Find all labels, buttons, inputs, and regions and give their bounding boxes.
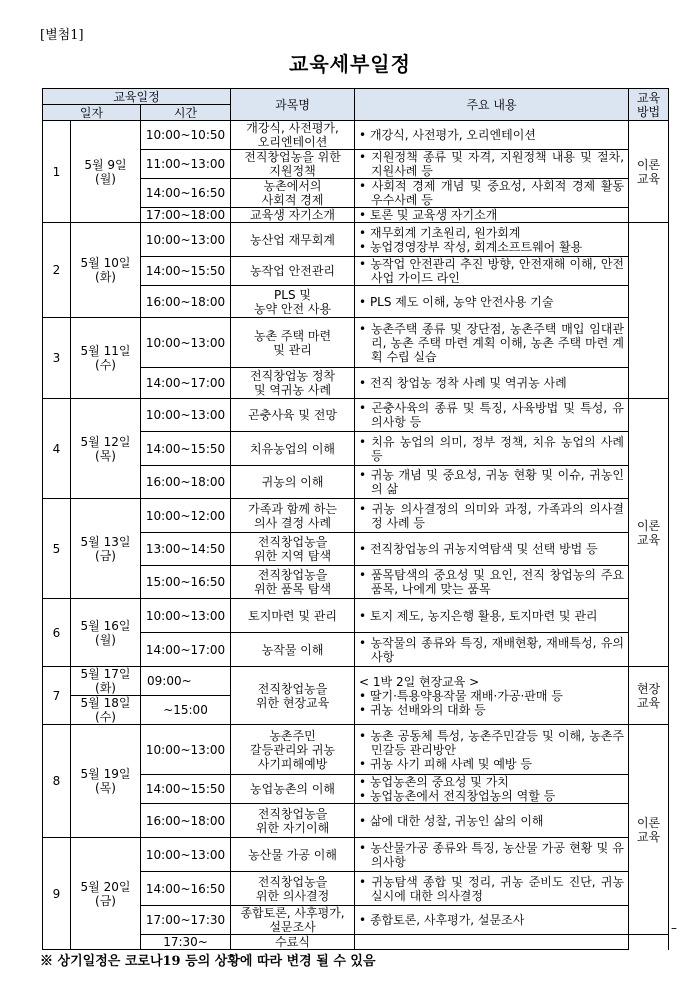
- content-bullet: • 품목탐색의 중요성 및 요인, 전직 창업농의 주요 품목, 나에게 맞는 품목: [359, 568, 625, 596]
- session-time: 14:00~16:50: [141, 872, 231, 906]
- session-subject: 농촌에서의 사회적 경제: [231, 179, 355, 208]
- content-bullet: • 귀농 의사결정의 의미와 과정, 가족과의 의사결정 사례 등: [359, 501, 625, 530]
- content-bullet: • 딸기·특용약용작물 재배·가공·판매 등: [359, 688, 563, 703]
- header-schedule: 교육일정: [43, 89, 231, 105]
- content-bullet: • 농업농촌에서 전직창업농의 역할 등: [359, 789, 556, 803]
- group-date: 5월 19일 (목): [71, 725, 141, 838]
- session-subject: 농업농촌의 이해: [231, 775, 355, 804]
- session-subject: 전직창업농을 위한 지원정책: [231, 150, 355, 179]
- content-bullet: • 전직 창업농 정착 사례 및 역귀농 사례: [359, 376, 567, 390]
- session-subject: 토지마련 및 관리: [231, 599, 355, 633]
- session-time: ~15:00: [141, 696, 231, 725]
- session-content: [355, 257, 629, 286]
- session-content: [355, 872, 629, 906]
- schedule-body: [43, 121, 678, 950]
- content-bullet: • 사회적 경제 개념 및 중요성, 사회적 경제 활동 우수사례 등: [359, 179, 625, 207]
- header-row-1: [43, 89, 669, 105]
- method-theory: 이론 교육: [629, 725, 669, 935]
- table-row: [43, 838, 669, 872]
- method-theory: 이론 교육: [629, 399, 669, 667]
- session-subject: 농작물 이해: [231, 633, 355, 667]
- group-date: 5월 20일 (금): [71, 838, 141, 950]
- session-time: 14:00~17:00: [141, 368, 231, 399]
- session-time: 10:00~10:50: [141, 121, 231, 150]
- header-day: 일자: [43, 105, 141, 121]
- session-subject: 종합토론, 사후평가, 설문조사: [231, 906, 355, 935]
- method-blank: [629, 223, 669, 399]
- session-content: [355, 499, 629, 533]
- bullet-icon: •: [359, 874, 372, 889]
- session-content: [355, 725, 629, 775]
- header-time: 시간: [141, 105, 231, 121]
- header-subject: 과목명: [231, 89, 355, 121]
- table-row: [43, 599, 669, 633]
- session-content: [355, 368, 629, 399]
- session-subject: 전직창업농을 위한 자기이해: [231, 804, 355, 838]
- session-subject: 전직창업농을 위한 의사결정: [231, 872, 355, 906]
- bullet-icon: •: [359, 813, 370, 828]
- group-date: 5월 18일 (수): [71, 696, 141, 725]
- session-time: 15:00~16:50: [141, 566, 231, 599]
- group-date: 5월 17일 (화): [71, 667, 141, 696]
- session-subject: 귀농의 이해: [231, 466, 355, 499]
- session-subject: 농산물 가공 이해: [231, 838, 355, 872]
- bullet-icon: •: [359, 635, 371, 650]
- group-number: 8: [43, 725, 71, 838]
- group-date: 5월 9일 (월): [71, 121, 141, 223]
- bullet-icon: •: [359, 208, 370, 222]
- content-bullet: • 개강식, 사전평가, 오리엔테이션: [359, 128, 536, 142]
- bullet-icon: •: [359, 542, 370, 556]
- bullet-icon: •: [359, 150, 372, 164]
- content-bullet: • 전직창업농의 귀농지역탐색 및 선택 방법 등: [359, 542, 598, 556]
- content-bullet: • PLS 제도 이해, 농약 안전사용 기술: [359, 294, 554, 309]
- bullet-icon: •: [359, 376, 370, 390]
- session-content: [355, 566, 629, 599]
- method-theory: 이론 교육: [629, 121, 669, 223]
- session-content: [355, 667, 629, 725]
- session-time: 14:00~17:00: [141, 633, 231, 667]
- session-time: 10:00~13:00: [141, 399, 231, 432]
- content-bullet: • 농촌 공동체 특성, 농촌주민갈등 및 이해, 농촌주민갈등 관리방안: [359, 728, 625, 757]
- session-time: 14:00~16:50: [141, 179, 231, 208]
- content-bullet: • 귀농 선배와의 대화 등: [359, 702, 486, 717]
- bullet-icon: •: [359, 789, 370, 803]
- bullet-icon: •: [359, 128, 370, 142]
- session-subject: 전직창업농을 위한 현장교육: [231, 667, 355, 725]
- session-time: 17:00~17:30: [141, 906, 231, 935]
- session-subject: 농촌 주택 마련 및 관리: [231, 318, 355, 368]
- table-row: [43, 667, 669, 696]
- bullet-icon: •: [359, 568, 371, 582]
- session-subject: 전직창업농 정착 및 역귀농 사례: [231, 368, 355, 399]
- group-date: 5월 12일 (목): [71, 399, 141, 499]
- content-bullet: • 토지 제도, 농지은행 활용, 토지마련 및 관리: [359, 608, 598, 623]
- table-row: [43, 399, 669, 432]
- bullet-icon: •: [359, 257, 371, 271]
- session-content: [355, 318, 629, 368]
- session-content: [355, 432, 629, 466]
- session-time: 10:00~13:00: [141, 223, 231, 257]
- session-content: [355, 179, 629, 208]
- session-subject: 농촌주민 갈등관리와 귀농 사기피해예방: [231, 725, 355, 775]
- bullet-icon: •: [359, 468, 371, 482]
- session-time: 09:00~: [141, 667, 231, 696]
- session-content: [355, 775, 629, 804]
- session-content: [355, 935, 629, 950]
- content-bullet: • 지원정책 종류 및 자격, 지원정책 내용 및 절차, 지원사례 등: [359, 150, 625, 178]
- session-subject: 치유농업의 이해: [231, 432, 355, 466]
- bullet-icon: •: [359, 239, 370, 254]
- session-time: 17:00~18:00: [141, 208, 231, 223]
- group-number: 5: [43, 499, 71, 599]
- session-time: 10:00~12:00: [141, 499, 231, 533]
- table-row: [43, 223, 669, 257]
- bullet-icon: •: [359, 775, 370, 789]
- bullet-icon: •: [359, 434, 372, 449]
- session-content: [355, 208, 629, 223]
- content-bullet: • 농작물의 종류와 특징, 재배현황, 재배특성, 유의사항: [359, 635, 625, 664]
- table-row: [43, 499, 669, 533]
- document-title: 교육세부일정: [289, 52, 411, 76]
- bullet-icon: •: [359, 756, 370, 771]
- group-date: 5월 16일 (월): [71, 599, 141, 667]
- table-row: [43, 121, 669, 150]
- session-content: [355, 633, 629, 667]
- content-bullet: • 농업경영장부 작성, 회계소프트웨어 활용: [359, 239, 583, 254]
- session-time: 14:00~15:50: [141, 432, 231, 466]
- session-subject: 전직창업농을 위한 지역 탐색: [231, 533, 355, 566]
- bullet-icon: •: [359, 608, 370, 623]
- content-bullet: • 토론 및 교육생 자기소개: [359, 208, 498, 222]
- group-number: 7: [43, 667, 71, 725]
- session-subject: 곤충사육 및 전망: [231, 399, 355, 432]
- group-date: 5월 11일 (수): [71, 318, 141, 399]
- session-content: [355, 286, 629, 318]
- bullet-icon: •: [359, 688, 370, 703]
- bullet-icon: •: [359, 702, 370, 717]
- bullet-icon: •: [359, 321, 371, 336]
- session-time: 16:00~18:00: [141, 804, 231, 838]
- bullet-icon: •: [359, 913, 370, 927]
- field-trip-heading: < 1박 2일 현장교육 >: [359, 674, 480, 689]
- session-subject: 농작업 안전관리: [231, 257, 355, 286]
- group-number: 6: [43, 599, 71, 667]
- group-number: 9: [43, 838, 71, 950]
- content-bullet: • 재무회계 기초원리, 원가회계: [359, 225, 521, 240]
- session-subject: 수료식: [231, 935, 355, 950]
- content-bullet: • 종합토론, 사후평가, 설문조사: [359, 913, 525, 927]
- session-content: [355, 533, 629, 566]
- session-time: 10:00~13:00: [141, 599, 231, 633]
- group-date: 5월 10일 (화): [71, 223, 141, 318]
- group-number: 1: [43, 121, 71, 223]
- session-content: [355, 804, 629, 838]
- session-subject: 개강식, 사전평가, 오리엔테이션: [231, 121, 355, 150]
- session-content: [355, 399, 629, 432]
- footnote: ※ 상기일정은 코로나19 등의 상황에 따라 변경 될 수 있음: [40, 954, 376, 969]
- content-bullet: • 곤충사육의 종류 및 특징, 사육방법 및 특성, 유의사항 등: [359, 401, 625, 429]
- group-number: 4: [43, 399, 71, 499]
- table-row: 17:00~17:30 종합토론, 사후평가, 설문조사 • 종합토론, 사후평가, 설문조사 –: [43, 906, 669, 935]
- session-time: 10:00~13:00: [141, 725, 231, 775]
- content-bullet: • 귀농 사기 피해 사례 및 예방 등: [359, 756, 532, 771]
- table-row: [43, 318, 669, 368]
- session-content: [355, 121, 629, 150]
- method-field: 현장 교육: [629, 667, 669, 725]
- bullet-icon: •: [359, 501, 372, 516]
- content-bullet: • 농산물가공 종류와 특징, 농산물 가공 현황 및 유의사항: [359, 840, 625, 869]
- session-time: 14:00~15:50: [141, 257, 231, 286]
- session-time: 13:00~14:50: [141, 533, 231, 566]
- session-time: 11:00~13:00: [141, 150, 231, 179]
- attachment-label: [별첨1]: [40, 28, 84, 43]
- header-content: 주요 내용: [355, 89, 629, 121]
- bullet-icon: •: [359, 179, 372, 193]
- session-content: [355, 223, 629, 257]
- group-date: 5월 13일 (금): [71, 499, 141, 599]
- content-bullet: • 농업농촌의 중요성 및 가치: [359, 775, 509, 789]
- session-subject: 교육생 자기소개: [231, 208, 355, 223]
- session-subject: 농산업 재무회계: [231, 223, 355, 257]
- content-bullet: • 귀농 개념 및 중요성, 귀농 현황 및 이슈, 귀농인의 삶: [359, 468, 625, 496]
- table-row: [43, 725, 669, 775]
- bullet-icon: •: [359, 840, 371, 855]
- content-bullet: • 삶에 대한 성찰, 귀농인 삶의 이해: [359, 813, 544, 828]
- schedule-table: [42, 88, 678, 950]
- session-content: [355, 838, 629, 872]
- session-subject: 가족과 함께 하는 의사 결정 사례: [231, 499, 355, 533]
- content-bullet: • 귀농탐색 종합 및 정리, 귀농 준비도 진단, 귀농 실시에 대한 의사결정: [359, 874, 625, 903]
- session-time: 16:00~18:00: [141, 466, 231, 499]
- content-bullet: • 농촌주택 종류 및 장단점, 농촌주택 매입 임대관리, 농촌 주택 마련 계획 이해, 농촌 주택 마련 계획 수립 실습: [359, 321, 625, 364]
- bullet-icon: •: [359, 294, 370, 309]
- content-bullet: • 농작업 안전관리 추진 방향, 안전재해 이해, 안전사업 가이드 라인: [359, 257, 625, 285]
- group-number: 2: [43, 223, 71, 318]
- session-content: [355, 466, 629, 499]
- session-time: 10:00~13:00: [141, 318, 231, 368]
- session-time: 17:30~: [141, 935, 231, 950]
- session-time: 16:00~18:00: [141, 286, 231, 318]
- session-time: 10:00~13:00: [141, 838, 231, 872]
- session-time: 14:00~15:50: [141, 775, 231, 804]
- session-content: [355, 906, 629, 935]
- header-method: 교육 방법: [629, 89, 669, 121]
- session-content: [355, 599, 629, 633]
- bullet-icon: •: [359, 225, 370, 240]
- bullet-icon: •: [359, 401, 372, 415]
- session-content: [355, 150, 629, 179]
- bullet-icon: •: [359, 728, 371, 743]
- content-bullet: • 치유 농업의 의미, 정부 정책, 치유 농업의 사례 등: [359, 434, 625, 463]
- group-number: 3: [43, 318, 71, 399]
- session-subject: 전직창업농을 위한 품목 탐색: [231, 566, 355, 599]
- session-subject: PLS 및 농약 안전 사용: [231, 286, 355, 318]
